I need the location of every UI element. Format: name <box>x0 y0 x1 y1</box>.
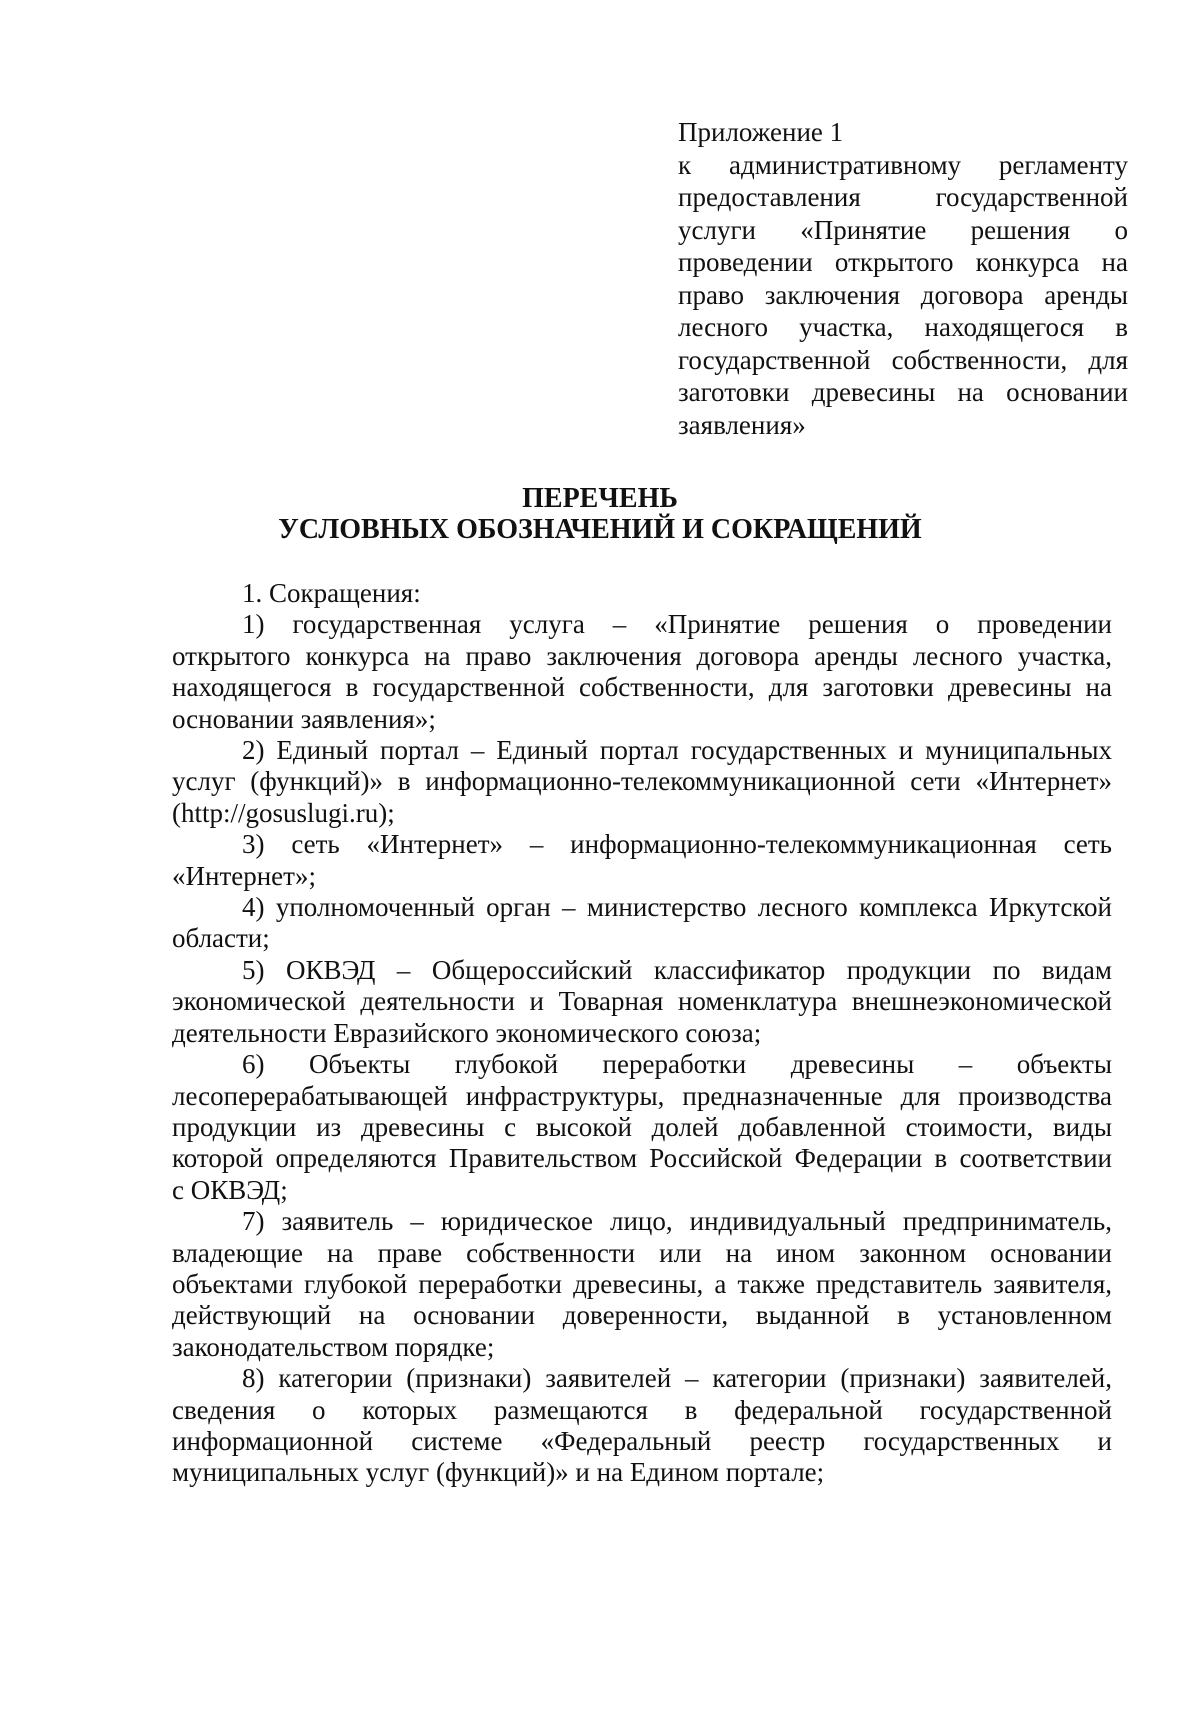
appendix-line: лесного участка, находящегося в <box>678 312 1128 342</box>
body-line: законодательством порядке; <box>172 1331 495 1362</box>
body-line: «Интернет»; <box>172 860 316 891</box>
appendix-title: Приложение 1 <box>678 117 844 147</box>
body-line: действующий на основании доверенности, выданной в установленном <box>172 1300 1112 1331</box>
body-line: 5) ОКВЭД – Общероссийский классификатор продукции по видам <box>242 954 1112 985</box>
heading-subtitle: УСЛОВНЫХ ОБОЗНАЧЕНИЙ И СОКРАЩЕНИЙ <box>278 514 922 545</box>
body-line: муниципальных услуг (функций)» и на Едином портале; <box>172 1457 825 1488</box>
body-line: деятельности Евразийского экономического союза; <box>172 1017 762 1048</box>
body-line: продукции из древесины с высокой долей добавленной стоимости, виды <box>172 1111 1112 1142</box>
body-line: 8) категории (признаки) заявителей – категории (признаки) заявителей, <box>242 1363 1112 1394</box>
appendix-line: государственной собственности, для <box>678 344 1128 375</box>
appendix-line: проведении открытого конкурса на <box>678 247 1128 277</box>
body-line: основании заявления»; <box>172 703 436 734</box>
body-line: 7) заявитель – юридическое лицо, индивидуальный предприниматель, <box>242 1206 1112 1237</box>
body-line: 3) сеть «Интернет» – информационно-телекоммуникационная сеть <box>242 829 1112 860</box>
appendix-line: к административному регламенту <box>678 149 1128 180</box>
body-line: 6) Объекты глубокой переработки древесины – объекты <box>242 1049 1112 1080</box>
appendix-line: предоставления государственной <box>678 182 1128 212</box>
body-line: с ОКВЭД; <box>172 1174 288 1205</box>
appendix-line: заявления» <box>678 409 806 440</box>
body-line: области; <box>172 923 270 954</box>
appendix-line: заготовки древесины на основании <box>678 377 1128 407</box>
body-line: (http://gosuslugi.ru); <box>172 797 395 828</box>
body-line: объектами глубокой переработки древесины, а также представитель заявителя, <box>172 1268 1112 1299</box>
body-line: услуг (функций)» в информационно-телекоммуникационной сети «Интернет» <box>172 766 1112 797</box>
body-line: информационной системе «Федеральный реестр государственных и <box>172 1425 1112 1456</box>
appendix-line: услуги «Принятие решения о <box>678 214 1128 245</box>
appendix-block <box>678 116 1128 441</box>
body-line: находящегося в государственной собственности, для заготовки древесины на <box>172 672 1112 703</box>
body-line: сведения о которых размещаются в федеральной государственной <box>172 1394 1112 1425</box>
section-title: 1. Сокращения: <box>242 578 421 608</box>
body-line: которой определяются Правительством Российской Федерации в соответствии <box>172 1143 1112 1174</box>
body-line: 1) государственная услуга – «Принятие решения о проведении <box>242 609 1112 640</box>
appendix-line: право заключения договора аренды <box>678 279 1128 310</box>
body-line: владеющие на праве собственности или на ином законном основании <box>172 1237 1112 1268</box>
body-line: экономической деятельности и Товарная номенклатура внешнеэкономической <box>172 986 1112 1017</box>
heading-title: ПЕРЕЧЕНЬ <box>522 483 678 514</box>
body-line: открытого конкурса на право заключения договора аренды лесного участка, <box>172 640 1112 671</box>
abbreviations-list <box>172 578 1112 1489</box>
body-line: 4) уполномоченный орган – министерство лесного комплекса Иркутской <box>242 892 1112 923</box>
body-line: лесоперерабатывающей инфраструктуры, предназначенные для производства <box>172 1080 1112 1111</box>
body-line: 2) Единый портал – Единый портал государственных и муниципальных <box>242 735 1112 766</box>
